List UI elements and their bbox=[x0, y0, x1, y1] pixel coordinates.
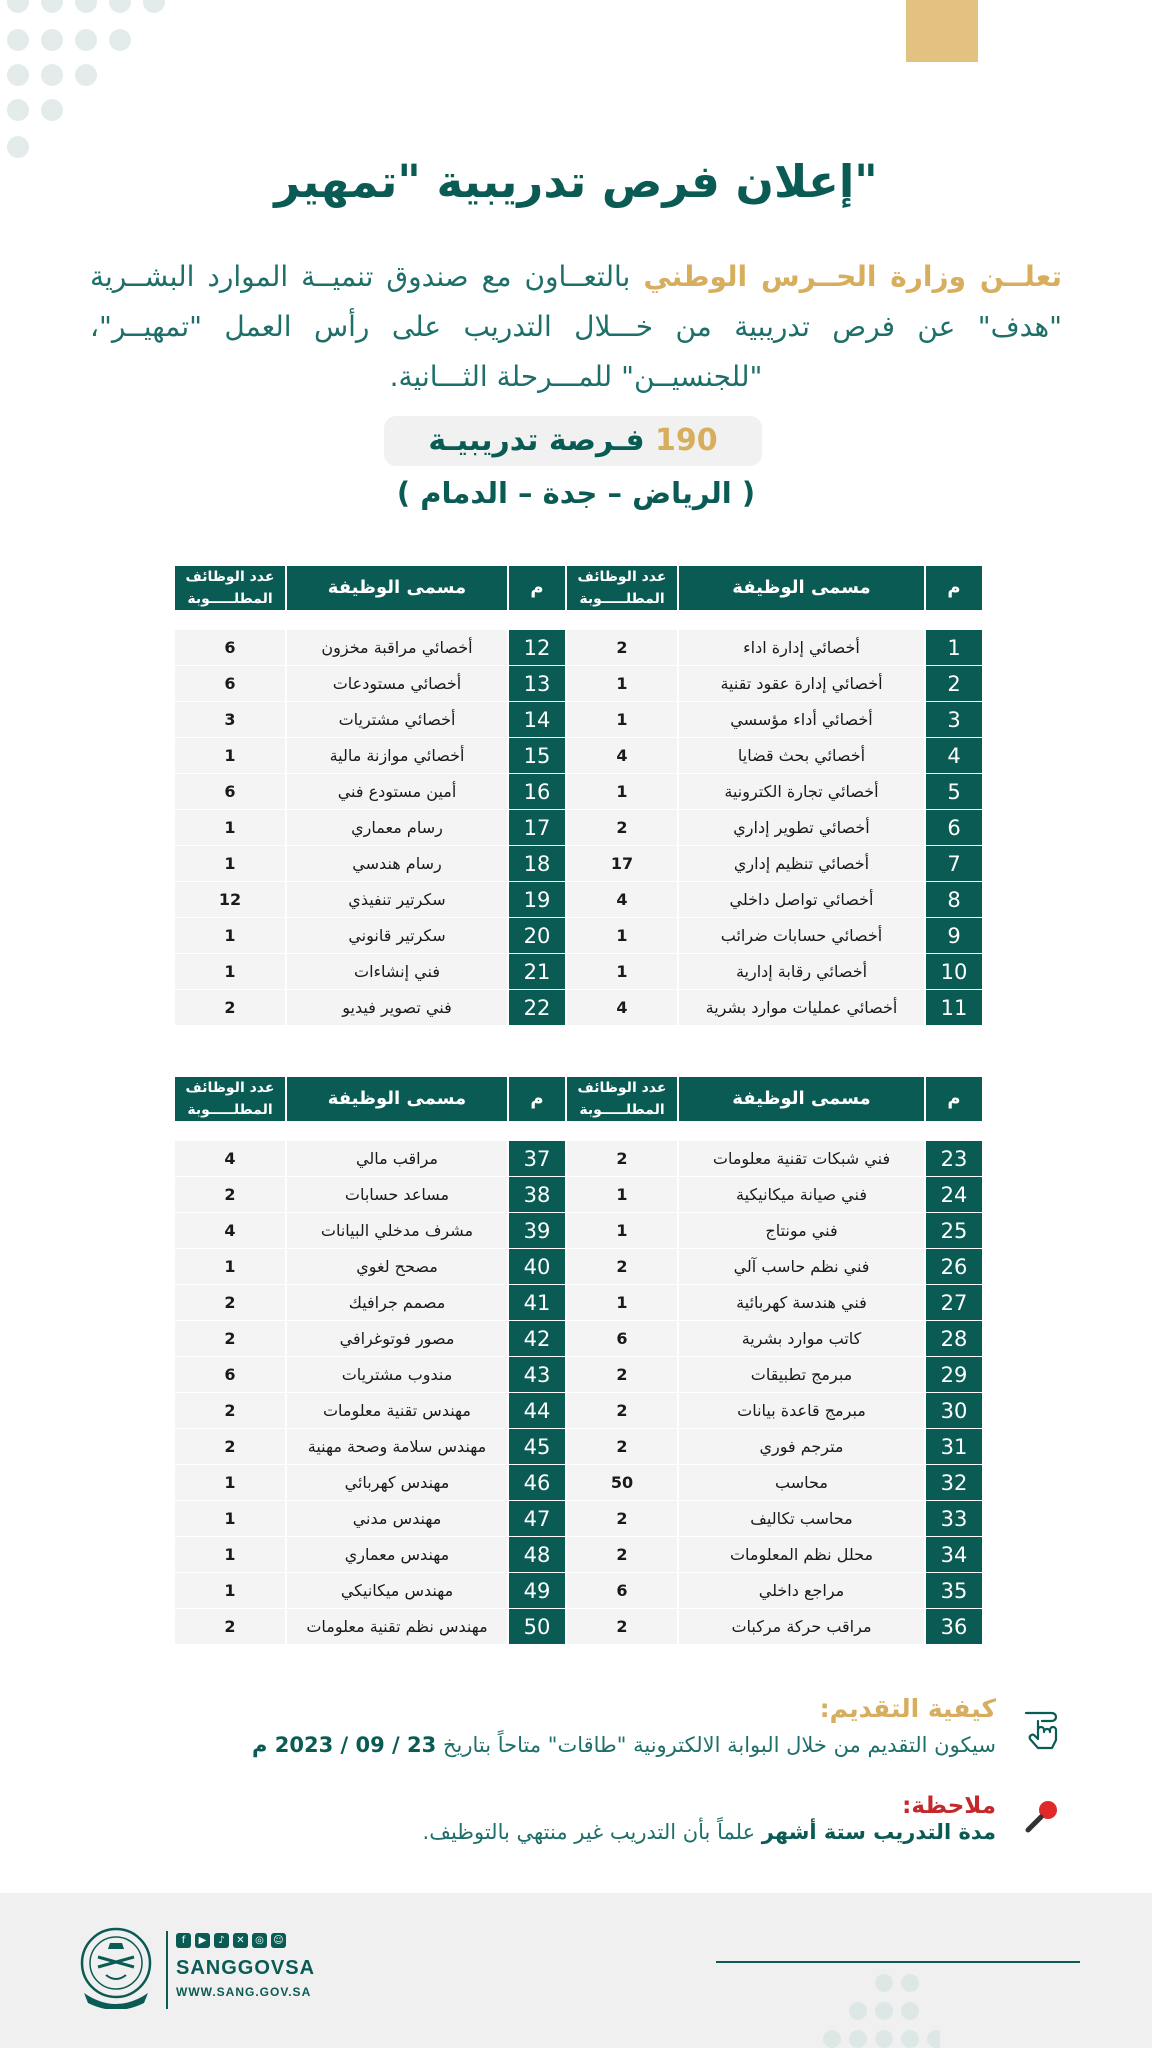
job-count: 1 bbox=[567, 1285, 677, 1321]
job-number: 39 bbox=[509, 1213, 565, 1249]
job-number: 38 bbox=[509, 1177, 565, 1213]
job-title: مبرمج تطبيقات bbox=[679, 1357, 924, 1393]
header-num: م bbox=[509, 1077, 565, 1141]
header-count: عدد الوظائف المطلـــــوبة bbox=[567, 1077, 677, 1141]
apply-date: 23 / 09 / 2023 م bbox=[252, 1733, 437, 1757]
job-title: مهندس كهربائي bbox=[287, 1465, 507, 1501]
table-row bbox=[175, 1429, 982, 1465]
job-number: 31 bbox=[926, 1429, 982, 1465]
job-count: 1 bbox=[175, 954, 285, 990]
social-icons bbox=[176, 1933, 286, 1948]
job-number: 29 bbox=[926, 1357, 982, 1393]
job-title: محلل نظم المعلومات bbox=[679, 1537, 924, 1573]
job-count: 1 bbox=[175, 918, 285, 954]
job-count: 4 bbox=[175, 1141, 285, 1177]
table-row bbox=[175, 1537, 982, 1573]
table-row bbox=[175, 918, 982, 954]
footer bbox=[0, 1893, 1152, 2048]
job-title: رسام معماري bbox=[287, 810, 507, 846]
job-title: مترجم فوري bbox=[679, 1429, 924, 1465]
job-count: 2 bbox=[175, 1285, 285, 1321]
job-count: 2 bbox=[567, 810, 677, 846]
job-number: 19 bbox=[509, 882, 565, 918]
job-number: 28 bbox=[926, 1321, 982, 1357]
job-title: أخصائي تواصل داخلي bbox=[679, 882, 924, 918]
job-count: 1 bbox=[567, 1177, 677, 1213]
job-count: 2 bbox=[175, 1177, 285, 1213]
job-title: سكرتير تنفيذي bbox=[287, 882, 507, 918]
job-count: 6 bbox=[567, 1573, 677, 1609]
job-title: أخصائي إدارة اداء bbox=[679, 630, 924, 666]
job-number: 40 bbox=[509, 1249, 565, 1285]
table-row bbox=[175, 1573, 982, 1609]
job-title: أخصائي بحث قضايا bbox=[679, 738, 924, 774]
page-title: "إعلان فرص تدريبية "تمهير bbox=[274, 155, 878, 208]
decorative-dots-bottom bbox=[820, 1973, 940, 2048]
job-number: 48 bbox=[509, 1537, 565, 1573]
job-count: 6 bbox=[175, 1357, 285, 1393]
job-count: 12 bbox=[175, 882, 285, 918]
table-row bbox=[175, 1249, 982, 1285]
table-header-row bbox=[175, 1077, 982, 1141]
job-count: 4 bbox=[175, 1213, 285, 1249]
job-count: 1 bbox=[567, 666, 677, 702]
job-number: 3 bbox=[926, 702, 982, 738]
job-number: 46 bbox=[509, 1465, 565, 1501]
footer-line bbox=[716, 1961, 1080, 1963]
job-count: 6 bbox=[175, 774, 285, 810]
job-count: 1 bbox=[567, 1213, 677, 1249]
job-number: 11 bbox=[926, 990, 982, 1026]
job-title: أخصائي إدارة عقود تقنية bbox=[679, 666, 924, 702]
how-to-apply-text bbox=[252, 1733, 996, 1757]
job-count: 2 bbox=[567, 630, 677, 666]
job-number: 32 bbox=[926, 1465, 982, 1501]
facebook-icon[interactable]: f bbox=[176, 1933, 191, 1948]
national-guard-seal-icon bbox=[76, 1923, 156, 2009]
table-row bbox=[175, 1321, 982, 1357]
job-title: مساعد حسابات bbox=[287, 1177, 507, 1213]
job-title: أخصائي مستودعات bbox=[287, 666, 507, 702]
header-title: مسمى الوظيفة bbox=[679, 1077, 924, 1141]
job-title: أخصائي حسابات ضرائب bbox=[679, 918, 924, 954]
job-title: محاسب bbox=[679, 1465, 924, 1501]
table-row bbox=[175, 1141, 982, 1177]
job-count: 6 bbox=[175, 630, 285, 666]
header-count: عدد الوظائف المطلـــــوبة bbox=[567, 566, 677, 630]
job-title: أخصائي تنظيم إداري bbox=[679, 846, 924, 882]
job-count: 1 bbox=[567, 774, 677, 810]
job-count: 2 bbox=[567, 1609, 677, 1645]
table-row bbox=[175, 1213, 982, 1249]
job-count: 1 bbox=[175, 1573, 285, 1609]
job-title: فني تصوير فيديو bbox=[287, 990, 507, 1026]
job-title: أخصائي موازنة مالية bbox=[287, 738, 507, 774]
job-count: 6 bbox=[567, 1321, 677, 1357]
job-number: 33 bbox=[926, 1501, 982, 1537]
job-count: 2 bbox=[175, 1321, 285, 1357]
job-count: 4 bbox=[567, 990, 677, 1026]
job-number: 12 bbox=[509, 630, 565, 666]
note-title: ملاحظة: bbox=[902, 1793, 996, 1819]
job-number: 30 bbox=[926, 1393, 982, 1429]
job-title: مراقب حركة مركبات bbox=[679, 1609, 924, 1645]
how-to-apply-desc: سيكون التقديم من خلال البوابة الالكترونية "طاقات" متاحاً بتاريخ bbox=[442, 1733, 996, 1757]
table-row bbox=[175, 846, 982, 882]
table-row bbox=[175, 666, 982, 702]
opportunities-pill bbox=[384, 416, 762, 466]
job-number: 14 bbox=[509, 702, 565, 738]
job-count: 1 bbox=[175, 846, 285, 882]
table-row bbox=[175, 702, 982, 738]
tiktok-icon[interactable]: ♪ bbox=[214, 1933, 229, 1948]
job-number: 4 bbox=[926, 738, 982, 774]
job-title: سكرتير قانوني bbox=[287, 918, 507, 954]
job-title: فني إنشاءات bbox=[287, 954, 507, 990]
job-count: 1 bbox=[175, 738, 285, 774]
job-number: 34 bbox=[926, 1537, 982, 1573]
job-number: 15 bbox=[509, 738, 565, 774]
job-title: مصمم جرافيك bbox=[287, 1285, 507, 1321]
job-number: 23 bbox=[926, 1141, 982, 1177]
job-number: 7 bbox=[926, 846, 982, 882]
job-number: 18 bbox=[509, 846, 565, 882]
job-count: 1 bbox=[175, 1465, 285, 1501]
job-count: 17 bbox=[567, 846, 677, 882]
job-count: 1 bbox=[175, 1537, 285, 1573]
table-row bbox=[175, 1501, 982, 1537]
table-header-row bbox=[175, 566, 982, 630]
opportunities-count: 190 bbox=[655, 423, 718, 458]
job-count: 1 bbox=[567, 954, 677, 990]
job-title: محاسب تكاليف bbox=[679, 1501, 924, 1537]
job-title: أخصائي مشتريات bbox=[287, 702, 507, 738]
job-count: 2 bbox=[567, 1501, 677, 1537]
job-title: مراقب مالي bbox=[287, 1141, 507, 1177]
job-count: 2 bbox=[175, 990, 285, 1026]
table-row bbox=[175, 1177, 982, 1213]
table-row bbox=[175, 954, 982, 990]
youtube-icon[interactable]: ▶ bbox=[195, 1933, 210, 1948]
job-title: أخصائي رقابة إدارية bbox=[679, 954, 924, 990]
job-count: 2 bbox=[567, 1429, 677, 1465]
job-count: 4 bbox=[567, 738, 677, 774]
job-title: مبرمج قاعدة بيانات bbox=[679, 1393, 924, 1429]
job-count: 6 bbox=[175, 666, 285, 702]
table-row bbox=[175, 1357, 982, 1393]
intro-org: تعلــن وزارة الحــرس الوطني bbox=[643, 260, 1062, 293]
intro-body: بالتعــاون مع صندوق تنميــة الموارد البشــرية "هدف" عن فرص تدريبية من خـــلال التدريب على رأس العمل "تمهيــر"، "للجنسيــن" للمـــرحلة الثـــانية. bbox=[90, 260, 1062, 393]
table-row bbox=[175, 774, 982, 810]
job-number: 17 bbox=[509, 810, 565, 846]
decorative-dots-top bbox=[0, 0, 180, 170]
decorative-gold-square bbox=[906, 0, 978, 62]
job-title: مهندس نظم تقنية معلومات bbox=[287, 1609, 507, 1645]
brand-handle: SANGGOVSA bbox=[176, 1957, 316, 1979]
hand-pointer-icon bbox=[1020, 1705, 1064, 1753]
table-row bbox=[175, 738, 982, 774]
jobs-table-1 bbox=[173, 566, 984, 1026]
job-number: 5 bbox=[926, 774, 982, 810]
job-number: 45 bbox=[509, 1429, 565, 1465]
job-number: 1 bbox=[926, 630, 982, 666]
job-count: 2 bbox=[175, 1393, 285, 1429]
job-title: فني صيانة ميكانيكية bbox=[679, 1177, 924, 1213]
table-row bbox=[175, 882, 982, 918]
job-title: مهندس تقنية معلومات bbox=[287, 1393, 507, 1429]
footer-divider bbox=[166, 1931, 168, 2009]
job-title: أخصائي تطوير إداري bbox=[679, 810, 924, 846]
job-title: مصحح لغوي bbox=[287, 1249, 507, 1285]
job-title: مهندس سلامة وصحة مهنية bbox=[287, 1429, 507, 1465]
table-row bbox=[175, 630, 982, 666]
table-row bbox=[175, 1609, 982, 1645]
snapchat-icon[interactable]: ☺ bbox=[271, 1933, 286, 1948]
job-number: 22 bbox=[509, 990, 565, 1026]
job-number: 49 bbox=[509, 1573, 565, 1609]
job-number: 16 bbox=[509, 774, 565, 810]
job-title: مراجع داخلي bbox=[679, 1573, 924, 1609]
header-num: م bbox=[509, 566, 565, 630]
job-number: 9 bbox=[926, 918, 982, 954]
job-number: 20 bbox=[509, 918, 565, 954]
job-number: 44 bbox=[509, 1393, 565, 1429]
job-title: مهندس ميكانيكي bbox=[287, 1573, 507, 1609]
website-link[interactable]: WWW.SANG.GOV.SA bbox=[176, 1985, 312, 1999]
job-count: 50 bbox=[567, 1465, 677, 1501]
job-title: أخصائي مراقبة مخزون bbox=[287, 630, 507, 666]
job-count: 1 bbox=[175, 1501, 285, 1537]
job-number: 26 bbox=[926, 1249, 982, 1285]
job-title: أخصائي أداء مؤسسي bbox=[679, 702, 924, 738]
job-number: 2 bbox=[926, 666, 982, 702]
job-title: فني مونتاج bbox=[679, 1213, 924, 1249]
job-number: 27 bbox=[926, 1285, 982, 1321]
job-number: 47 bbox=[509, 1501, 565, 1537]
job-number: 36 bbox=[926, 1609, 982, 1645]
job-number: 41 bbox=[509, 1285, 565, 1321]
job-title: مندوب مشتريات bbox=[287, 1357, 507, 1393]
job-title: مشرف مدخلي البيانات bbox=[287, 1213, 507, 1249]
job-number: 21 bbox=[509, 954, 565, 990]
job-number: 25 bbox=[926, 1213, 982, 1249]
job-number: 13 bbox=[509, 666, 565, 702]
note-desc: علماً بأن التدريب غير منتهي بالتوظيف. bbox=[422, 1820, 756, 1844]
job-title: فني نظم حاسب آلي bbox=[679, 1249, 924, 1285]
opportunities-label: فـرصة تدريبيـة bbox=[428, 423, 645, 458]
intro-paragraph bbox=[90, 252, 1062, 402]
job-title: أمين مستودع فني bbox=[287, 774, 507, 810]
job-title: أخصائي تجارة الكترونية bbox=[679, 774, 924, 810]
header-num: م bbox=[926, 1077, 982, 1141]
table-row bbox=[175, 1465, 982, 1501]
job-title: مهندس معماري bbox=[287, 1537, 507, 1573]
table-row bbox=[175, 990, 982, 1026]
cities-line: ( الرياض – جدة – الدمام ) bbox=[396, 476, 756, 510]
job-number: 6 bbox=[926, 810, 982, 846]
instagram-icon[interactable]: ◎ bbox=[252, 1933, 267, 1948]
job-title: أخصائي عمليات موارد بشرية bbox=[679, 990, 924, 1026]
job-count: 2 bbox=[567, 1141, 677, 1177]
job-number: 8 bbox=[926, 882, 982, 918]
table-row bbox=[175, 810, 982, 846]
job-number: 35 bbox=[926, 1573, 982, 1609]
job-count: 2 bbox=[567, 1537, 677, 1573]
job-count: 1 bbox=[175, 810, 285, 846]
x-icon[interactable]: ✕ bbox=[233, 1933, 248, 1948]
job-count: 3 bbox=[175, 702, 285, 738]
job-count: 2 bbox=[567, 1357, 677, 1393]
job-count: 4 bbox=[567, 882, 677, 918]
job-count: 2 bbox=[567, 1393, 677, 1429]
table-row bbox=[175, 1393, 982, 1429]
job-count: 2 bbox=[175, 1609, 285, 1645]
job-number: 43 bbox=[509, 1357, 565, 1393]
job-title: فني شبكات تقنية معلومات bbox=[679, 1141, 924, 1177]
job-title: فني هندسة كهربائية bbox=[679, 1285, 924, 1321]
header-title: مسمى الوظيفة bbox=[679, 566, 924, 630]
job-number: 37 bbox=[509, 1141, 565, 1177]
header-num: م bbox=[926, 566, 982, 630]
magnifier-icon bbox=[1022, 1796, 1062, 1836]
table-row bbox=[175, 1285, 982, 1321]
jobs-table-2 bbox=[173, 1077, 984, 1645]
job-count: 1 bbox=[567, 918, 677, 954]
job-number: 24 bbox=[926, 1177, 982, 1213]
job-count: 2 bbox=[567, 1249, 677, 1285]
header-count: عدد الوظائف المطلـــــوبة bbox=[175, 566, 285, 630]
note-duration: مدة التدريب ستة أشهر bbox=[761, 1820, 996, 1844]
job-number: 10 bbox=[926, 954, 982, 990]
note-text bbox=[423, 1820, 996, 1844]
header-count: عدد الوظائف المطلـــــوبة bbox=[175, 1077, 285, 1141]
job-title: كاتب موارد بشرية bbox=[679, 1321, 924, 1357]
header-title: مسمى الوظيفة bbox=[287, 566, 507, 630]
job-count: 2 bbox=[175, 1429, 285, 1465]
job-title: مصور فوتوغرافي bbox=[287, 1321, 507, 1357]
header-title: مسمى الوظيفة bbox=[287, 1077, 507, 1141]
job-count: 1 bbox=[567, 702, 677, 738]
how-to-apply-title: كيفية التقديم: bbox=[819, 1694, 996, 1723]
job-count: 1 bbox=[175, 1249, 285, 1285]
job-title: رسام هندسي bbox=[287, 846, 507, 882]
job-title: مهندس مدني bbox=[287, 1501, 507, 1537]
job-number: 42 bbox=[509, 1321, 565, 1357]
job-number: 50 bbox=[509, 1609, 565, 1645]
